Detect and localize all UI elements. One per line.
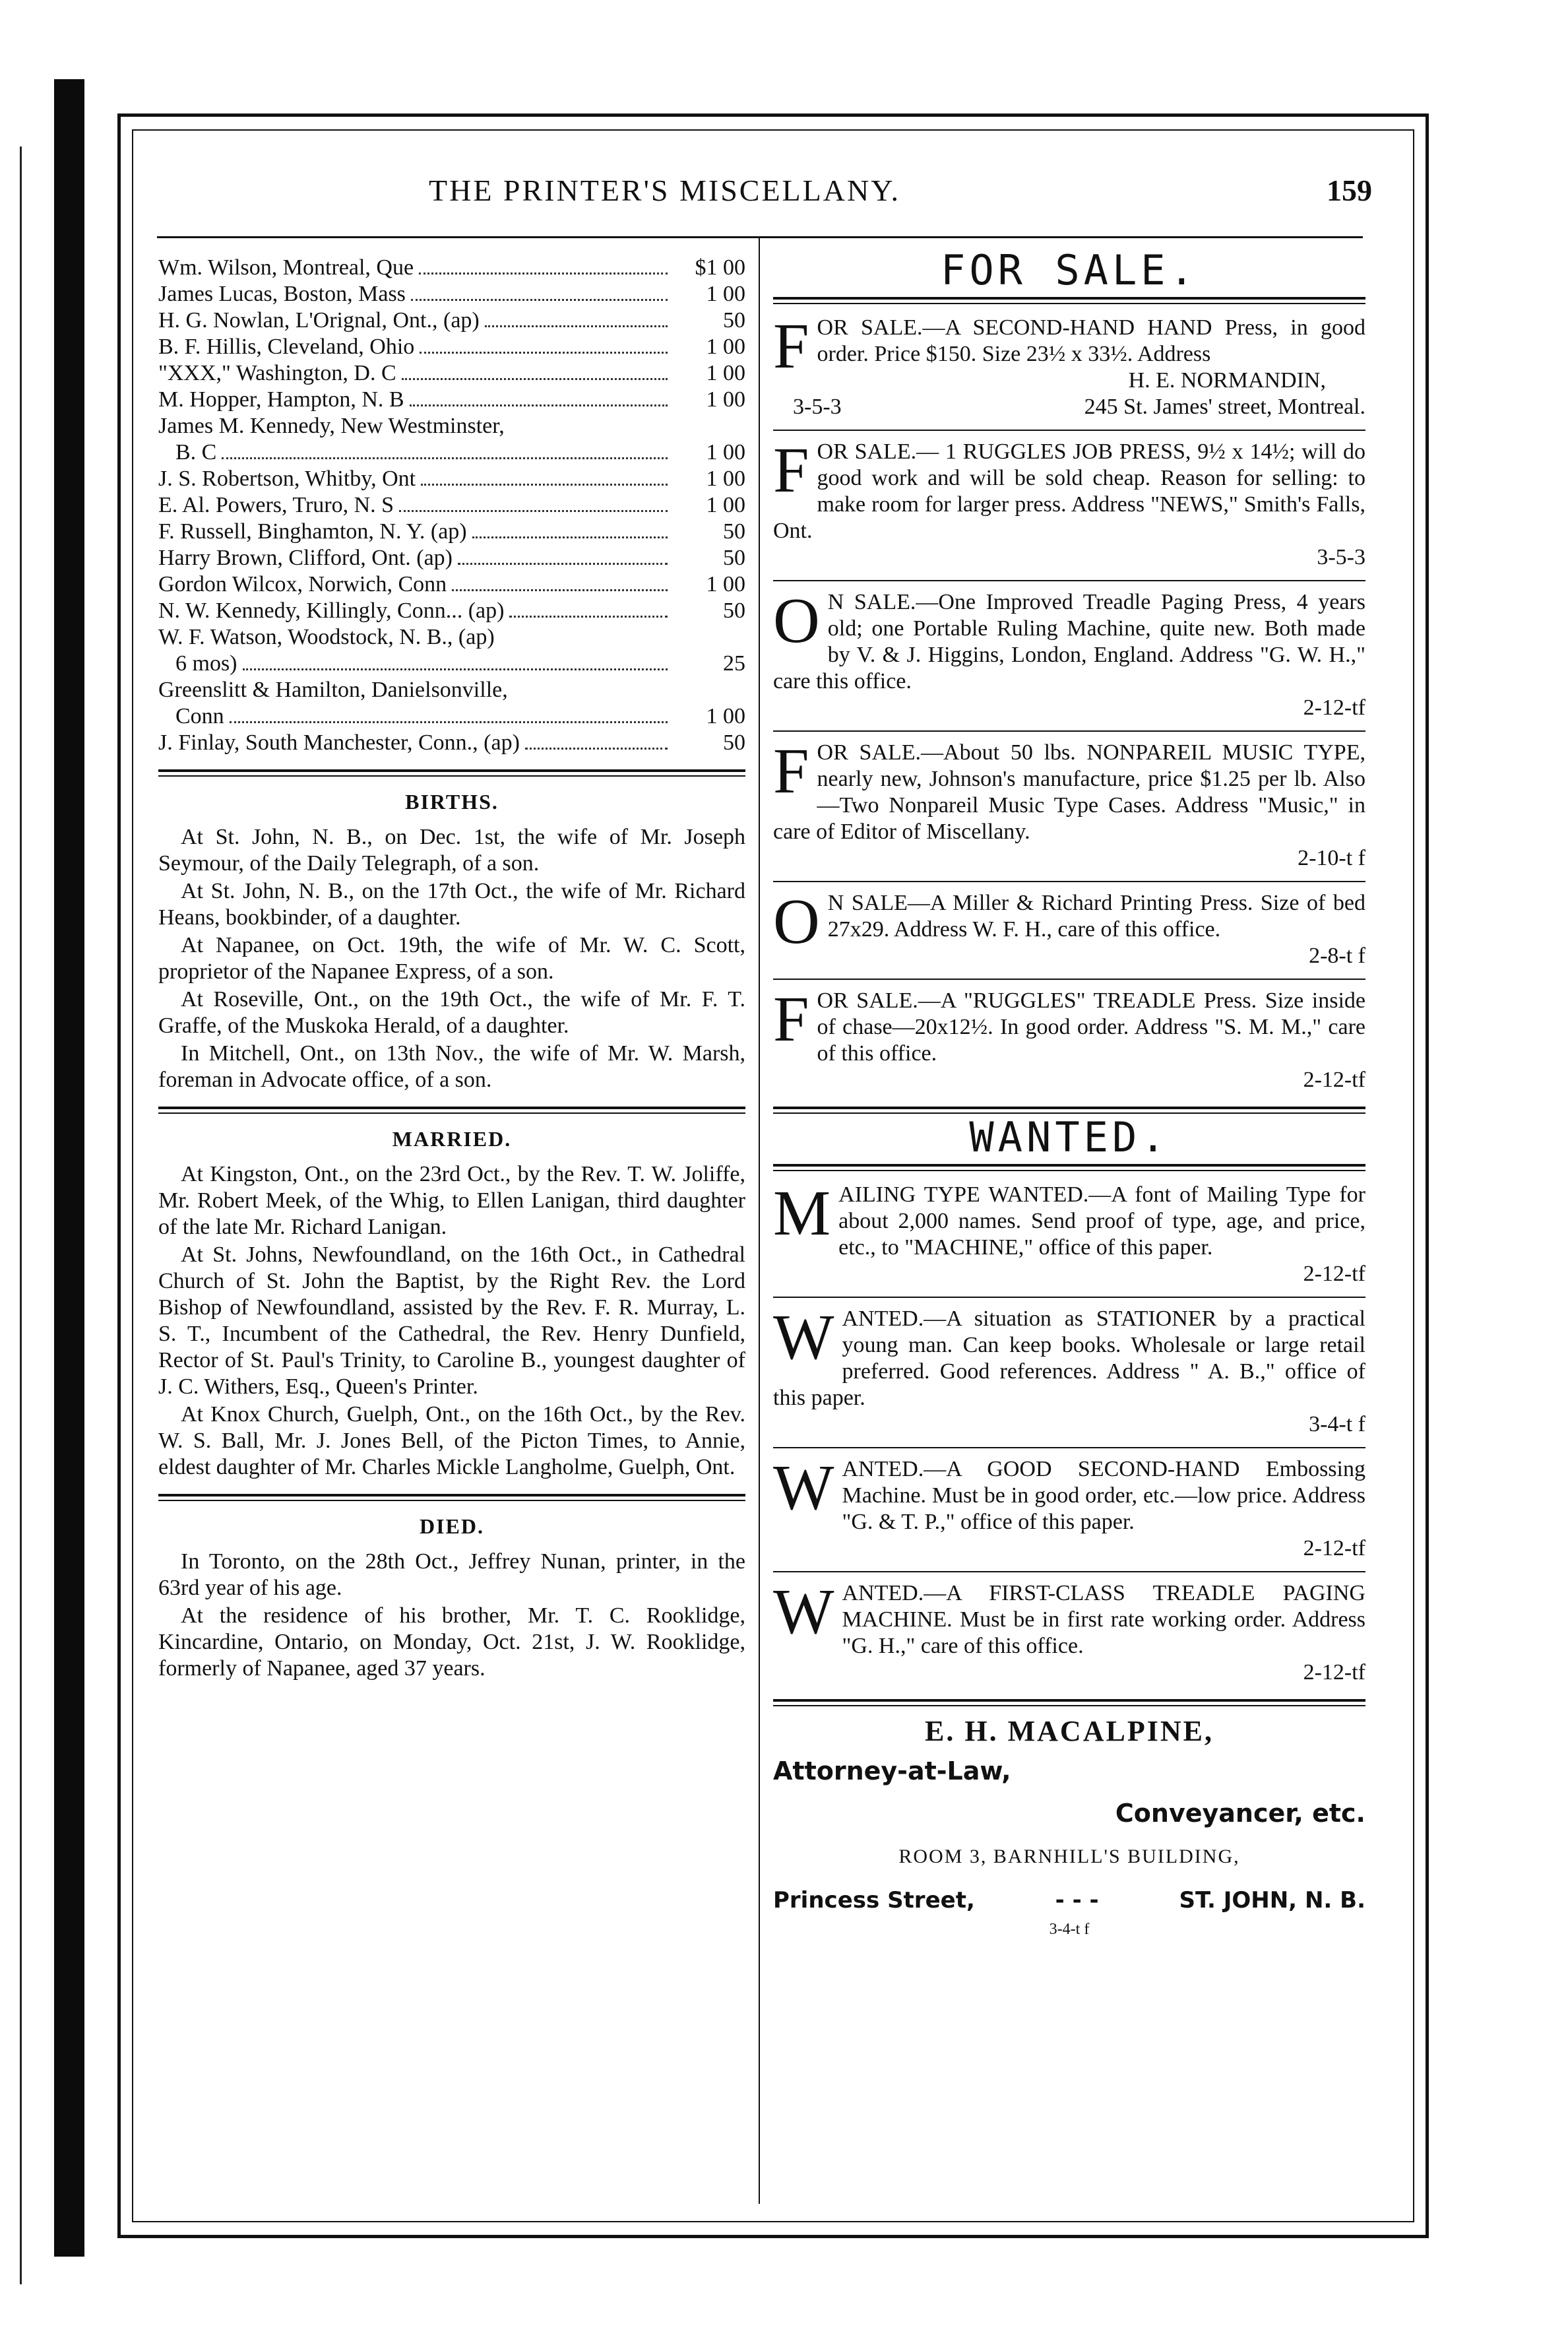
card-room: ROOM 3, BARNHILL'S BUILDING,	[898, 1846, 1240, 1867]
subscription-row	[158, 703, 745, 730]
card-street: Princess Street,	[773, 1887, 975, 1914]
subscription-list	[158, 255, 745, 756]
subscription-amount: $1 00	[695, 255, 745, 280]
ad-code: 3-5-3	[793, 395, 842, 419]
section-divider	[158, 769, 745, 777]
header-rule	[157, 236, 1363, 238]
ad-code: 3-4-t f	[1309, 1412, 1365, 1436]
wanted-ad	[773, 1576, 1365, 1686]
subscription-amount: 1 00	[706, 572, 745, 596]
subscriber-name: "XXX," Washington, D. C	[158, 361, 396, 385]
section-divider	[773, 1164, 1365, 1171]
ad-body	[773, 435, 1365, 544]
ad-text: OR SALE.—A "RUGGLES" TREADLE Press. Size inside of chase—20x12½. In good order. Address "S. M. M.," care of this office.	[817, 988, 1365, 1066]
subscription-row	[158, 466, 745, 492]
subscription-amount: 50	[723, 519, 745, 544]
ad-divider	[773, 1571, 1365, 1572]
subscription-amount: 50	[723, 730, 745, 755]
section-divider	[773, 297, 1365, 304]
subscription-amount: 50	[723, 546, 745, 570]
birth-notice: In Mitchell, Ont., on 13th Nov., the wife of Mr. W. Marsh, foreman in Advocate office, of a son.	[158, 1041, 745, 1092]
ad-code: 2-12-tf	[1303, 1536, 1365, 1561]
ad-code: 2-12-tf	[1303, 1262, 1365, 1286]
subscription-amount: 25	[723, 651, 745, 676]
ad-text: ANTED.—A situation as STATIONER by a practical young man. Can keep books. Wholesale or large retail preferred. Good references. Address " A. B.," office of this paper.	[773, 1306, 1365, 1410]
subscriber-name: H. G. Nowlan, L'Orignal, Ont., (ap)	[158, 308, 480, 333]
subscriber-name: 6 mos)	[175, 651, 237, 676]
subscription-row	[158, 730, 745, 756]
ad-code: 2-12-tf	[1303, 695, 1365, 720]
ad-body	[773, 984, 1365, 1067]
ad-divider	[773, 580, 1365, 581]
subscription-row	[158, 307, 745, 334]
subscription-amount: 1 00	[706, 387, 745, 412]
birth-notice: At St. John, N. B., on Dec. 1st, the wife of Mr. Joseph Seymour, of the Daily Telegraph, of a son.	[158, 825, 745, 876]
subscriber-name: J. Finlay, South Manchester, Conn., (ap)	[158, 730, 520, 755]
wanted-ad	[773, 1302, 1365, 1438]
subscriber-name: Gordon Wilcox, Norwich, Conn	[158, 572, 447, 596]
ad-divider	[773, 730, 1365, 732]
died-list	[158, 1549, 745, 1682]
ad-text: AILING TYPE WANTED.—A font of Mailing Type for about 2,000 names. Send proof of type, age, and price, etc., to "MACHINE," office of this paper.	[838, 1182, 1365, 1260]
ad-body	[773, 736, 1365, 845]
ad-code: 3-5-3	[1317, 545, 1365, 569]
binding-spine	[54, 79, 84, 2257]
subscription-row	[158, 255, 745, 281]
birth-notice: At Roseville, Ont., on the 19th Oct., the wife of Mr. F. T. Graffe, of the Muskoka Herald, of a daughter.	[158, 987, 745, 1038]
subscriber-name: James M. Kennedy, New Westminster,	[158, 414, 505, 438]
ad-divider	[773, 1297, 1365, 1298]
drop-cap: M	[773, 1178, 831, 1249]
subscriber-name: F. Russell, Binghamton, N. Y. (ap)	[158, 519, 467, 544]
married-list	[158, 1161, 745, 1481]
married-heading: MARRIED.	[392, 1127, 512, 1151]
ad-text: N SALE—A Miller & Richard Printing Press. Size of bed 27x29. Address W. F. H., care of this office.	[827, 891, 1365, 942]
ad-divider	[773, 979, 1365, 980]
drop-cap: W	[773, 1302, 834, 1373]
subscriber-name: M. Hopper, Hampton, N. B	[158, 387, 404, 412]
running-head: THE PRINTER'S MISCELLANY.	[429, 174, 900, 207]
wanted-heading: WANTED.	[969, 1113, 1170, 1161]
subscriber-name: B. F. Hillis, Cleveland, Ohio	[158, 335, 415, 359]
subscription-row	[158, 360, 745, 387]
drop-cap: F	[773, 435, 809, 506]
ad-divider	[773, 1447, 1365, 1448]
subscription-row	[158, 439, 745, 466]
ad-body	[773, 1302, 1365, 1411]
drop-cap: O	[773, 585, 820, 657]
subscription-amount: 50	[723, 598, 745, 623]
ad-text: ANTED.—A GOOD SECOND-HAND Embossing Machine. Must be in good order, etc.—low price. Address "G. & T. P.," office of this paper.	[842, 1457, 1365, 1534]
birth-notice: At Napanee, on Oct. 19th, the wife of Mr. W. C. Scott, proprietor of the Napanee Express, of a son.	[158, 933, 745, 984]
card-city: ST. JOHN, N. B.	[1179, 1887, 1365, 1914]
subscription-row	[158, 281, 745, 307]
subscriber-name: E. Al. Powers, Truro, N. S	[158, 493, 394, 517]
for-sale-ad	[773, 585, 1365, 721]
subscription-amount: 1 00	[706, 335, 745, 359]
drop-cap: O	[773, 886, 820, 957]
card-title: Attorney-at-Law,	[773, 1756, 1011, 1786]
subscription-row	[158, 334, 745, 360]
column-rule	[759, 238, 760, 2204]
page-header	[145, 173, 1398, 219]
subscriber-name: Harry Brown, Clifford, Ont. (ap)	[158, 546, 453, 570]
subscriber-name: Conn	[175, 704, 224, 728]
wanted-ad	[773, 1452, 1365, 1562]
subscription-amount: 1 00	[706, 440, 745, 465]
subscription-row	[158, 492, 745, 519]
subscriber-name: B. C	[175, 440, 217, 465]
ad-text: ANTED.—A FIRST-CLASS TREADLE PAGING MACHINE. Must be in first rate working order. Address "G. H.," care of this office.	[842, 1581, 1365, 1658]
for-sale-ad	[773, 435, 1365, 571]
subscription-amount: 1 00	[706, 704, 745, 728]
ad-divider	[773, 881, 1365, 882]
ad-body	[773, 1178, 1365, 1261]
ad-body	[773, 585, 1365, 695]
ad-footer	[773, 394, 1365, 420]
subscription-amount: 1 00	[706, 361, 745, 385]
ad-text: OR SALE.—About 50 lbs. NONPAREIL MUSIC TYPE, nearly new, Johnson's manufacture, price $1.25 per lb. Also—Two Nonpareil Music Type Cases. Address "Music," in care of Editor of Miscellany.	[773, 740, 1365, 844]
for-sale-ad	[773, 736, 1365, 872]
ad-signature: H. E. NORMANDIN,	[1128, 368, 1326, 393]
subscription-amount: 1 00	[706, 493, 745, 517]
ad-address: 245 St. James' street, Montreal.	[1084, 395, 1365, 419]
subscription-row	[158, 571, 745, 598]
ad-text: OR SALE.— 1 RUGGLES JOB PRESS, 9½ x 14½; will do good work and will be sold cheap. Reason for selling: to make room for larger press. Address "NEWS," Smith's Falls, Ont.	[773, 439, 1365, 543]
ad-text: OR SALE.—A SECOND-HAND HAND Press, in good order. Price $150. Size 23½ x 33½. Address	[817, 315, 1365, 366]
subscription-row	[158, 545, 745, 571]
page-number: 159	[1327, 174, 1372, 207]
death-notice: At the residence of his brother, Mr. T. C. Rooklidge, Kincardine, Ontario, on Monday, Oct. 21st, J. W. Rooklidge, formerly of Napanee, aged 37 years.	[158, 1603, 745, 1681]
card-subtitle: Conveyancer, etc.	[1115, 1799, 1365, 1828]
subscription-row	[158, 598, 745, 624]
ad-divider	[773, 430, 1365, 431]
drop-cap: W	[773, 1452, 834, 1524]
business-card	[773, 1715, 1365, 1943]
died-heading: DIED.	[419, 1514, 484, 1538]
page-edge	[0, 146, 22, 2284]
subscriber-name: W. F. Watson, Woodstock, N. B., (ap)	[158, 625, 495, 649]
ad-code: 2-10-t f	[1298, 846, 1365, 870]
subscriber-name: Greenslitt & Hamilton, Danielsonville,	[158, 678, 508, 702]
right-column	[773, 246, 1365, 1943]
for-sale-ad	[773, 311, 1365, 420]
wanted-ad	[773, 1178, 1365, 1287]
ad-code: 2-12-tf	[1303, 1660, 1365, 1685]
births-heading: BIRTHS.	[405, 790, 499, 814]
marriage-notice: At Knox Church, Guelph, Ont., on the 16th Oct., by the Rev. W. S. Ball, Mr. J. Jones Bell, of the Picton Times, to Annie, eldest daughter of Mr. Charles Mickle Langholme, Guelph, Ont.	[158, 1402, 745, 1479]
left-column	[158, 255, 745, 1683]
card-name: E. H. MACALPINE,	[925, 1715, 1214, 1747]
section-divider	[158, 1107, 745, 1114]
ad-body	[773, 1576, 1365, 1659]
card-dashes: - - -	[1055, 1887, 1099, 1914]
subscription-row	[158, 387, 745, 413]
for-sale-ad	[773, 984, 1365, 1093]
section-divider	[773, 1699, 1365, 1706]
subscription-amount: 1 00	[706, 467, 745, 491]
card-address	[773, 1887, 1365, 1914]
subscription-row	[158, 651, 745, 677]
marriage-notice: At Kingston, Ont., on the 23rd Oct., by the Rev. T. W. Joliffe, Mr. Robert Meek, of the Whig, to Ellen Lanigan, third daughter of the late Mr. Richard Lanigan.	[158, 1162, 745, 1239]
subscriber-name: N. W. Kennedy, Killingly, Conn... (ap)	[158, 598, 505, 623]
drop-cap: F	[773, 984, 809, 1055]
for-sale-ad	[773, 886, 1365, 969]
drop-cap: W	[773, 1576, 834, 1648]
drop-cap: F	[773, 736, 809, 807]
births-list	[158, 824, 745, 1093]
ad-body	[773, 1452, 1365, 1535]
death-notice: In Toronto, on the 28th Oct., Jeffrey Nunan, printer, in the 63rd year of his age.	[158, 1549, 745, 1600]
subscriber-name: J. S. Robertson, Whitby, Ont	[158, 467, 416, 491]
for-sale-heading: FOR SALE.	[941, 246, 1198, 294]
ad-code: 2-12-tf	[1303, 1068, 1365, 1092]
subscription-row	[158, 519, 745, 545]
ad-text: N SALE.—One Improved Treadle Paging Press, 4 years old; one Portable Ruling Machine, quite new. Both made by V. & J. Higgins, London, England. Address "G. W. H.," care this office.	[773, 590, 1365, 693]
drop-cap: F	[773, 311, 809, 382]
marriage-notice: At St. Johns, Newfoundland, on the 16th Oct., in Cathedral Church of St. John the Baptist, by the Right Rev. the Lord Bishop of Newfoundland, assisted by the Rev. F. R. Murray, L. S. T., Incumbent of the Cathedral, the Rev. Henry Dunfield, Rector of St. Paul's Trinity, to Caroline B., youngest daughter of J. C. Withers, Esq., Queen's Printer.	[158, 1242, 745, 1399]
subscriber-name: Wm. Wilson, Montreal, Que	[158, 255, 414, 280]
subscription-amount: 50	[723, 308, 745, 333]
subscription-amount: 1 00	[706, 282, 745, 306]
birth-notice: At St. John, N. B., on the 17th Oct., the wife of Mr. Richard Heans, bookbinder, of a daughter.	[158, 879, 745, 930]
ad-code: 2-8-t f	[1309, 944, 1365, 968]
card-code: 3-4-t f	[1049, 1921, 1090, 1938]
section-divider	[158, 1494, 745, 1501]
subscriber-name: James Lucas, Boston, Mass	[158, 282, 406, 306]
